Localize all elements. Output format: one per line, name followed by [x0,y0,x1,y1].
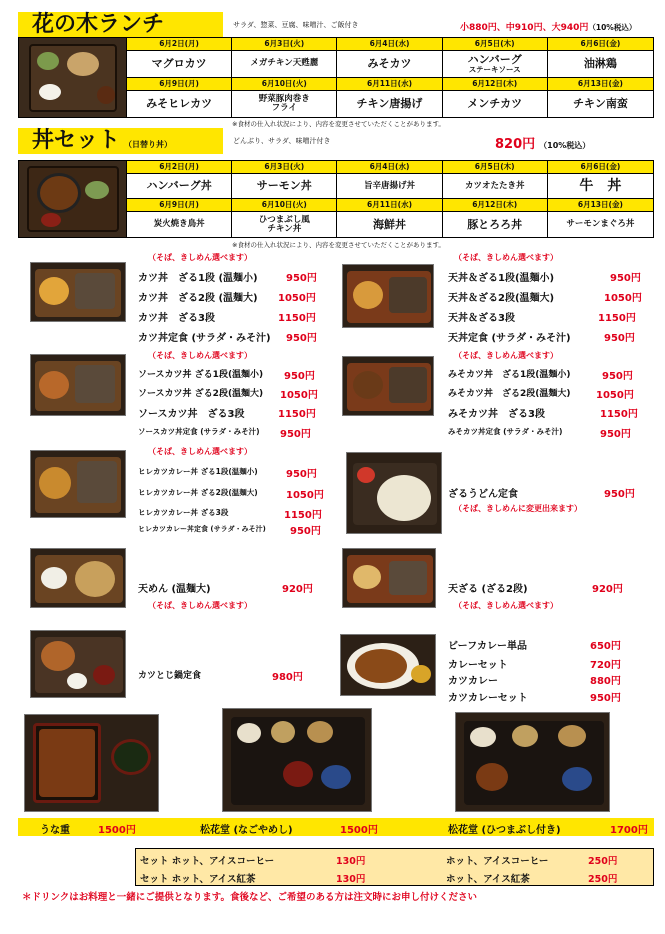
menu-item [138,466,328,480]
date-cell: 6月4日(水) [337,38,442,51]
zaru-udon-photo [346,452,442,534]
drink-name: ホット、アイス紅茶 [446,874,530,885]
special-name: 松花堂 (ひつまぶし付き) [448,825,561,836]
miso-choice-note: （そば、きしめん選べます） [454,351,558,360]
item-name: カツカレーセット [448,693,528,704]
special-price: 1500円 [98,825,136,836]
drink-name: ホット、アイスコーヒー [446,856,549,867]
item-name: ソースカツ丼 ざる3段 [138,409,245,420]
dish-cell: 炭火焼き鳥丼 [127,212,232,237]
lunch-price: 小880円、中910円、大940円（10%税込） [460,23,637,33]
shokado-nagoya-photo [222,708,372,812]
item-price: 1050円 [604,293,642,304]
specials-bar [18,818,654,836]
item-name: みそカツ丼 ざる3段 [448,409,545,420]
item-price: 650円 [590,641,621,652]
menu-item [448,485,648,500]
lunch-title: 花の木ランチ [18,12,223,38]
item-name: カツ丼 ざる2段 (温麺大) [138,293,258,304]
item-price: 950円 [610,273,641,284]
katsudon-choice-note: （そば、きしめん選べます） [148,253,252,262]
hire-choice-note: （そば、きしめん選べます） [148,447,252,456]
katsutoji-photo [30,630,126,698]
item-price: 1050円 [280,390,318,401]
date-cell: 6月6日(金) [548,38,653,51]
drink-name: セット ホット、アイスコーヒー [140,856,275,867]
zaru-udon-note: （そば、きしめんに変更出来ます） [454,504,582,513]
menu-item [448,309,648,324]
menu-item [448,329,648,344]
dish-cell: 旨辛唐揚げ丼 [337,174,442,199]
drink-note: ＊ドリンクはお料理と一緒にご提供となります。食後など、ご希望のある方は注文時にお申し付けください [22,892,478,903]
date-cell: 6月9日(月) [127,78,232,91]
dish-sub: ステーキソース [468,64,521,74]
lunch-weekly-table [18,37,654,118]
item-price: 1150円 [284,510,322,521]
dish-name: 野菜豚肉巻き [258,93,310,104]
menu-item [138,580,338,595]
dish-cell: ハンバーグ丼 [127,174,232,199]
menu-item [448,426,648,440]
don-price: 820円 （10%税込） [495,137,591,152]
date-cell: 6月2日(月) [127,38,232,51]
date-cell: 6月10日(火) [232,199,337,212]
don-weekly-table [18,160,654,238]
item-name: 天丼定食 (サラダ・みそ汁) [448,333,571,344]
menu-item [448,672,648,687]
menu-item [138,386,328,399]
item-name: ヒレカツカレー丼 ざる3段 [138,508,229,517]
sauce-katsudon-photo [30,354,126,416]
special-name: 松花堂 (なごやめし) [200,825,293,836]
sauce-choice-note: （そば、きしめん選べます） [148,351,252,360]
item-name: ソースカツ丼 ざる2段(温麺大) [138,389,264,399]
don-header [18,128,331,154]
tenmen-photo [30,548,126,608]
dish-cell: マグロカツ [127,51,232,78]
item-price: 1050円 [278,293,316,304]
date-cell: 6月3日(火) [232,38,337,51]
dish-cell [232,212,337,237]
item-price: 950円 [286,333,317,344]
don-footnote: ※食材の仕入れ状況により、内容を変更させていただくことがあります。 [232,241,445,249]
item-name: カツカレー [448,676,498,687]
date-cell: 6月2日(月) [127,161,232,174]
menu-item [448,289,648,304]
miso-katsudon-photo [342,356,434,416]
date-cell: 6月9日(月) [127,199,232,212]
don-subtitle: （日替り丼） [124,140,173,149]
item-name: 天めん (温麺大) [138,584,211,595]
item-price: 1150円 [278,409,316,420]
lunch-header [18,12,359,38]
menu-item [138,487,328,501]
dish-cell: 牛 丼 [548,174,653,199]
date-cell: 6月11日(水) [337,199,442,212]
item-name: ビーフカレー単品 [448,641,527,652]
item-price: 1050円 [596,390,634,401]
drinks-box [135,848,654,886]
item-name: 天丼＆ざる3段 [448,313,515,324]
menu-item [448,269,648,284]
special-name: うな重 [40,825,70,836]
item-price: 950円 [590,693,621,704]
special-price: 1500円 [340,825,378,836]
menu-item [448,689,648,704]
menu-item [138,367,328,380]
item-name: カレーセット [448,660,508,671]
item-price: 950円 [604,489,635,500]
item-name: 天丼＆ざる2段(温麺大) [448,293,555,304]
don-grid [127,161,653,237]
dish-cell [232,91,337,118]
item-name: ヒレカツカレー丼 ざる2段(温麺大) [138,488,258,497]
tenmen-choice-note: （そば、きしめん選べます） [148,601,252,610]
menu-item [138,289,318,304]
menu-item [448,367,648,380]
dish-cell: サーモンまぐろ丼 [566,219,635,230]
item-name: カツ丼 ざる1段 (温麺小) [138,273,258,284]
menu-item [448,405,648,420]
lunch-footnote: ※食材の仕入れ状況により、内容を変更させていただくことがあります。 [232,120,445,128]
item-name: 天丼＆ざる1段(温麺小) [448,273,555,284]
item-price: 950円 [602,371,633,382]
date-cell: 6月6日(金) [548,161,653,174]
dish-cell: 海鮮丼 [337,212,442,237]
item-price: 1150円 [598,313,636,324]
dish-cell: チキン南蛮 [572,96,628,110]
item-price: 720円 [590,660,621,671]
menu-item [138,524,328,537]
item-price: 950円 [280,429,311,440]
item-price: 880円 [590,676,621,687]
tendon-photo [342,264,434,328]
drink-name: セット ホット、アイス紅茶 [140,874,256,885]
date-cell: 6月12日(木) [443,78,548,91]
menu-item [138,668,338,681]
menu-item [138,269,318,284]
menu-item [448,580,648,595]
item-name: カツ丼定食 (サラダ・みそ汁) [138,333,271,344]
item-name: ざるうどん定食 [448,489,518,500]
date-cell: 6月13日(金) [548,78,653,91]
date-cell: 6月12日(木) [443,199,548,212]
item-price: 1150円 [600,409,638,420]
item-price: 950円 [284,371,315,382]
item-price: 950円 [290,526,321,537]
unaju-photo [24,714,159,812]
shokado-hitsumabushi-photo [455,712,610,812]
dish-cell: 油淋鶏 [548,51,653,78]
item-price: 950円 [604,333,635,344]
tenzaru-choice-note: （そば、きしめん選べます） [454,601,558,610]
item-name: ヒレカツカレー丼定食 (サラダ・みそ汁) [138,525,266,533]
special-price: 1700円 [610,825,648,836]
item-name: みそカツ丼 ざる1段(温麺小) [448,370,571,380]
item-name: ソースカツ丼 ざる1段(温麺小) [138,370,264,380]
item-price: 920円 [592,584,623,595]
item-price: 1150円 [278,313,316,324]
item-name: ソースカツ丼定食 (サラダ・みそ汁) [138,427,260,436]
item-name: カツとじ鍋定食 [138,671,202,681]
lunch-grid [127,38,653,117]
date-cell: 6月11日(水) [337,78,442,91]
date-cell: 6月5日(木) [443,38,548,51]
dish-cell: サーモン丼 [232,174,337,199]
dish-cell: メガチキン天甦麗 [232,51,337,78]
drink-price: 250円 [588,856,618,867]
menu-item [138,405,328,420]
hire-katsu-photo [30,450,126,518]
item-price: 950円 [600,429,631,440]
dish-cell: みそヒレカツ [127,91,232,118]
item-price: 980円 [272,672,303,683]
item-price: 920円 [282,584,313,595]
dish-cell [443,51,548,78]
katsudon-photo [30,262,126,322]
don-title: 丼セット [32,128,121,153]
dish-name: ひつまぶし風 [258,214,310,225]
drink-price: 130円 [336,874,366,885]
tendon-choice-note: （そば、きしめん選べます） [454,253,558,262]
date-cell: 6月13日(金) [548,199,653,212]
don-photo [19,161,127,237]
menu-item [138,329,318,344]
dish-cell: カツオたたき丼 [443,174,548,199]
item-name: 天ざる (ざる2段) [448,584,528,595]
item-price: 950円 [286,273,317,284]
dish-cell: チキン唐揚げ [337,91,442,118]
dish-sub: フライ [271,102,297,113]
dish-name: ハンバーグ [467,53,522,67]
menu-item [138,426,328,440]
date-cell: 6月4日(水) [337,161,442,174]
don-note: どんぶり、サラダ、味噌汁付き [233,137,331,145]
item-name: みそカツ丼定食 (サラダ・みそ汁) [448,427,563,436]
date-cell: 6月5日(木) [443,161,548,174]
menu-item [138,309,318,324]
item-name: カツ丼 ざる3段 [138,313,215,324]
don-title-box [18,128,223,154]
menu-item [448,386,648,399]
curry-photo [340,634,436,696]
dish-cell: メンチカツ [443,91,548,118]
date-cell: 6月3日(火) [232,161,337,174]
dish-cell: 豚とろろ丼 [443,212,548,237]
item-price: 1050円 [286,490,324,501]
dish-sub: チキン丼 [267,223,302,234]
menu-item [448,637,648,652]
item-name: ヒレカツカレー丼 ざる1段(温麺小) [138,467,258,476]
item-name: みそカツ丼 ざる2段(温麺大) [448,389,571,399]
tenzaru-photo [342,548,436,608]
menu-item [138,507,328,521]
date-cell: 6月10日(火) [232,78,337,91]
drink-price: 130円 [336,856,366,867]
lunch-photo [19,38,127,117]
dish-cell: みそカツ [337,51,442,78]
item-price: 950円 [286,469,317,480]
menu-item [448,656,648,671]
drink-price: 250円 [588,874,618,885]
lunch-note: サラダ、惣菜、豆腐、味噌汁、ご飯付き [233,21,359,29]
